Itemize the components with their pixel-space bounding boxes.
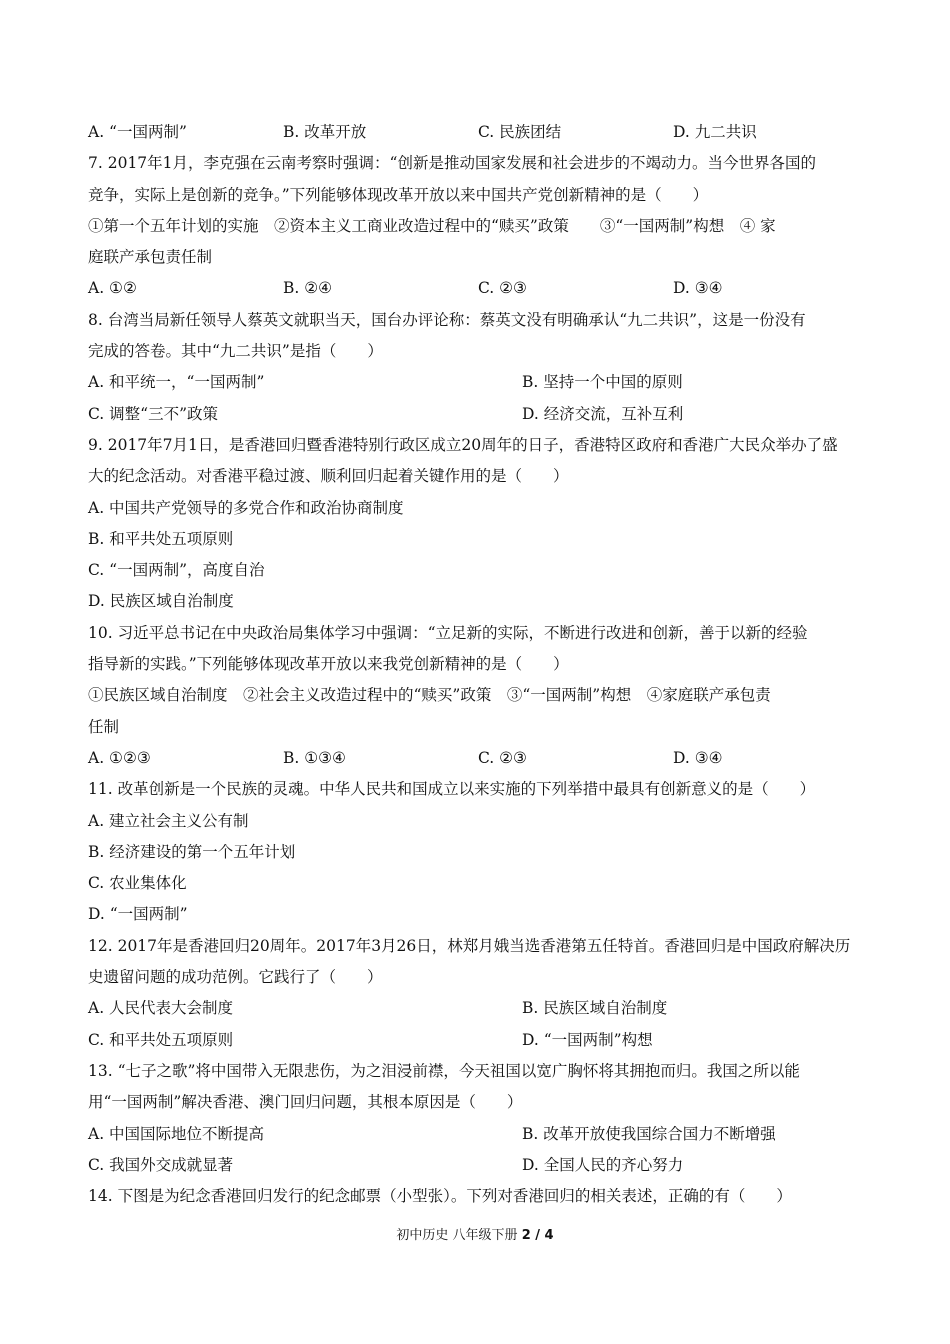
option-c: C. ②③ <box>478 279 527 298</box>
q13-stem-line1: 13. “七子之歌”将中国带入无限悲伤，为之泪浸前襟，今天祖国以宽广胸怀将其拥抱而归。我国之所以能 <box>88 1061 800 1080</box>
q13-stem-line2: 用“一国两制”解决香港、澳门回归问题，其根本原因是（ ） <box>88 1093 523 1112</box>
option-b: B. ②④ <box>283 279 333 298</box>
q12-stem-line1: 12. 2017年是香港回归20周年。2017年3月26日，林郑月娥当选香港第五任特首。香港回归是中国政府解决历 <box>88 936 851 955</box>
option-b: B. 坚持一个中国的原则 <box>522 373 683 392</box>
option-a: A. 人民代表大会制度 <box>88 999 234 1018</box>
q11-option-c: C. 农业集体化 <box>88 874 187 893</box>
q8-stem-line2: 完成的答卷。其中“九二共识”是指（ ） <box>88 342 383 361</box>
option-c: C. 和平共处五项原则 <box>88 1030 234 1049</box>
q14-stem-line1: 14. 下图是为纪念香港回归发行的纪念邮票（小型张）。下列对香港回归的相关表述，正确的有（ ） <box>88 1187 792 1206</box>
option-d: D. “一国两制”构想 <box>522 1030 653 1049</box>
q7-stem-line1: 7. 2017年1月，李克强在云南考察时强调：“创新是推动国家发展和社会进步的不竭动力。当今世界各国的 <box>88 154 816 173</box>
option-a: A. ①②③ <box>88 748 151 767</box>
option-a: A. “一国两制” <box>88 123 187 141</box>
option-b: B. ①③④ <box>283 748 346 767</box>
q7-items-line2: 庭联产承包责任制 <box>88 248 213 267</box>
page-footer <box>0 1224 950 1243</box>
q11-stem-line1: 11. 改革创新是一个民族的灵魂。中华人民共和国成立以来实施的下列举措中最具有创新意义的是（ ） <box>88 780 816 799</box>
q10-items-line2: 任制 <box>88 717 120 736</box>
q7-options <box>88 273 868 304</box>
option-d: D. ③④ <box>673 279 723 298</box>
option-c: C. 民族团结 <box>478 123 562 141</box>
q9-option-c: C. “一国两制”，高度自治 <box>88 561 265 580</box>
option-c: C. ②③ <box>478 748 527 767</box>
option-b: B. 改革开放使我国综合国力不断增强 <box>522 1124 776 1143</box>
q8-stem-line1: 8. 台湾当局新任领导人蔡英文就职当天，国台办评论称：蔡英文没有明确承认“九二共识”，这是一份没有 <box>88 310 806 329</box>
q6-options <box>88 117 868 148</box>
option-b: B. 民族区域自治制度 <box>522 999 668 1018</box>
q10-stem-line2: 指导新的实践。”下列能够体现改革开放以来我党创新精神的是（ ） <box>88 655 569 674</box>
q11-option-a: A. 建立社会主义公有制 <box>88 811 249 830</box>
q10-options <box>88 743 868 774</box>
option-c: C. 调整“三不”政策 <box>88 404 219 423</box>
q9-option-b: B. 和平共处五项原则 <box>88 529 234 548</box>
option-a: A. 中国国际地位不断提高 <box>88 1124 265 1143</box>
footer-label: 初中历史 八年级下册 <box>396 1228 518 1243</box>
q13-options-row2 <box>88 1150 868 1181</box>
option-d: D. 全国人民的齐心努力 <box>522 1155 684 1174</box>
exam-page <box>88 117 868 1212</box>
q12-options-row1 <box>88 993 868 1024</box>
q9-option-d: D. 民族区域自治制度 <box>88 592 234 611</box>
page-number: 2 / 4 <box>521 1228 554 1243</box>
q7-stem-line2: 竞争，实际上是创新的竞争。”下列能够体现改革开放以来中国共产党创新精神的是（ ） <box>88 185 709 204</box>
q11-option-b: B. 经济建设的第一个五年计划 <box>88 842 296 861</box>
option-b: B. 改革开放 <box>283 123 367 141</box>
option-a: A. ①② <box>88 279 137 298</box>
q9-stem-line1: 9. 2017年7月1日，是香港回归暨香港特别行政区成立20周年的日子，香港特区政府和香港广大民众举办了盛 <box>88 435 838 454</box>
option-d: D. 九二共识 <box>673 123 757 141</box>
option-d: D. ③④ <box>673 748 723 767</box>
option-a: A. 和平统一，“一国两制” <box>88 373 265 392</box>
q8-options-row2 <box>88 399 868 430</box>
option-c: C. 我国外交成就显著 <box>88 1155 234 1174</box>
q8-options-row1 <box>88 367 868 398</box>
q12-options-row2 <box>88 1025 868 1056</box>
q13-options-row1 <box>88 1119 868 1150</box>
q9-option-a: A. 中国共产党领导的多党合作和政治协商制度 <box>88 498 404 517</box>
q11-option-d: D. “一国两制” <box>88 905 188 924</box>
q10-stem-line1: 10. 习近平总书记在中央政治局集体学习中强调：“立足新的实际，不断进行改进和创新，善于以新的经验 <box>88 623 808 642</box>
q12-stem-line2: 史遗留问题的成功范例。它践行了（ ） <box>88 968 383 987</box>
q9-stem-line2: 大的纪念活动。对香港平稳过渡、顺利回归起着关键作用的是（ ） <box>88 467 569 486</box>
q7-items-line1: ①第一个五年计划的实施 ②资本主义工商业改造过程中的“赎买”政策 ③“一国两制”构想 ④ 家 <box>88 216 776 235</box>
q10-items-line1: ①民族区域自治制度 ②社会主义改造过程中的“赎买”政策 ③“一国两制”构想 ④家庭联产承包责 <box>88 686 771 705</box>
option-d: D. 经济交流，互补互利 <box>522 404 684 423</box>
